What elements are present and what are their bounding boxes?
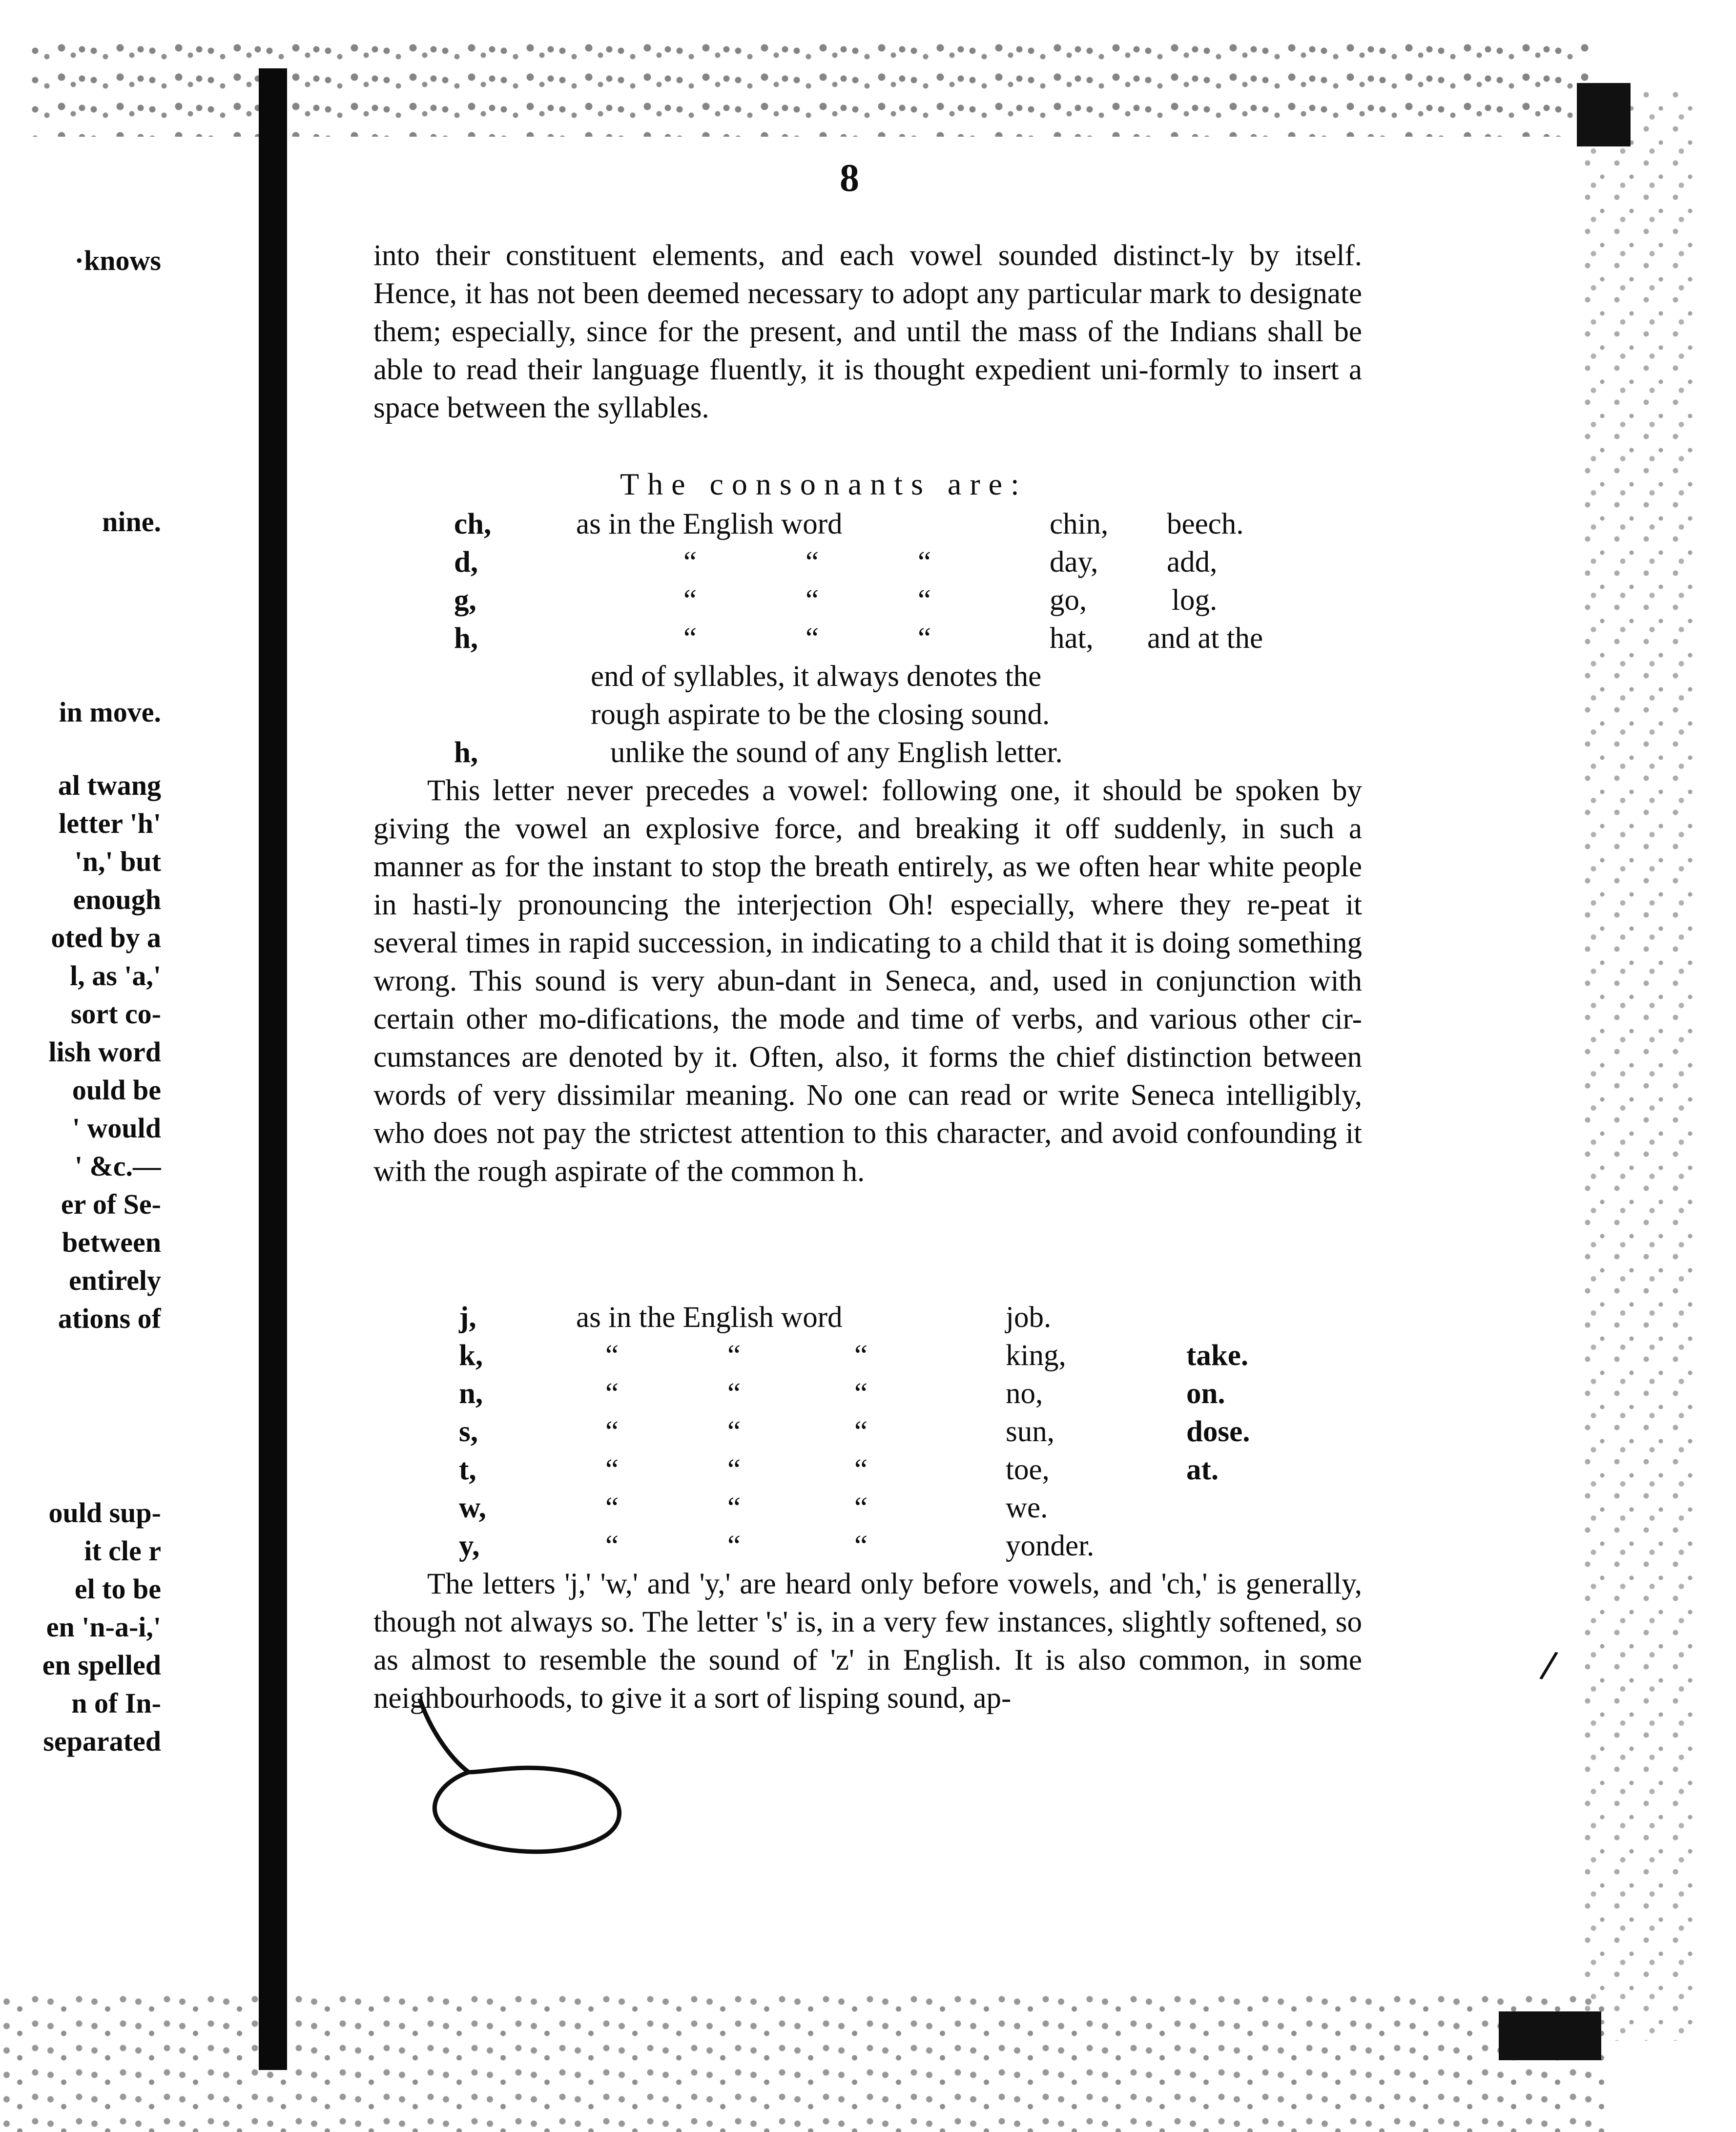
ditto-mark: “ (605, 1415, 619, 1448)
left-fragment: ould sup- (48, 1497, 161, 1529)
left-fragment: letter 'h' (59, 807, 161, 839)
consonant-example: yonder. (1006, 1530, 1095, 1562)
consonant-row (454, 543, 1308, 581)
consonant-letter: ch, (454, 508, 492, 540)
ditto-mark: “ (727, 1453, 741, 1486)
consonant-example: take. (1186, 1339, 1249, 1372)
left-fragment: 'n,' but (74, 846, 161, 877)
consonants-heading: The consonants are: (620, 467, 1028, 501)
consonant-example: we. (1006, 1491, 1048, 1524)
consonant-description: as in the English word (576, 1301, 843, 1334)
consonant-example: king, (1006, 1339, 1066, 1372)
consonant-example: no, (1006, 1377, 1043, 1410)
consonant-letter: w, (459, 1491, 486, 1524)
consonant-example: chin, (1050, 508, 1109, 540)
consonant-example: go, (1050, 584, 1087, 617)
left-fragment: en 'n-a-i,' (46, 1611, 161, 1643)
consonant-row (454, 620, 1308, 658)
left-fragment: el to be (74, 1573, 161, 1605)
ditto-mark: “ (854, 1377, 868, 1410)
consonant-example: hat, (1050, 622, 1094, 655)
left-fragment: separated (43, 1725, 161, 1757)
consonant-letter: s, (459, 1415, 478, 1448)
consonant-letter: h, (454, 622, 478, 655)
consonant-letter: y, (459, 1530, 480, 1562)
handwritten-loop-mark (410, 1699, 635, 1875)
consonant-example: toe, (1006, 1453, 1050, 1486)
consonant-example: dose. (1186, 1415, 1250, 1448)
margin-mark: / (1537, 1640, 1560, 1691)
left-fragment: lish word (48, 1036, 161, 1068)
consonant-example: at. (1186, 1453, 1219, 1486)
h-paragraph-text: This letter never precedes a vowel: following one, it should be spoken by giving the vowel an explosive force, and breaking it off suddenly, in such a manner as for the instant to stop the breath entirely, as we often hear white people in hasti-ly pronouncing the interjection Oh! especially, where they re-peat it several times in rapid succession, in indicating to a child that it is doing something wrong. This sound is very abun-dant in Seneca, and, used in conjunction with certain other mo-difications, the mode and time of verbs, and various other cir-cumstances are denoted by it. Often, also, it forms the chief distinction between words of very dissimilar meaning. No one can read or write Seneca intelligibly, who does not pay the strictest attention to this character, and avoid confounding it with the rough aspirate of the common h. (373, 774, 1362, 1188)
ditto-mark: “ (605, 1339, 619, 1372)
consonant-letter: d, (454, 546, 478, 579)
final-paragraph-text: The letters 'j,' 'w,' and 'y,' are heard only before vowels, and 'ch,' is generally, though not always so. The letter 's' is, in a very few instances, slightly softened, so as almost to resemble the sound of 'z' in English. It is also common, in some neighbourhoods, to give it a sort of lisping sound, ap- (373, 1568, 1362, 1715)
ditto-mark: “ (918, 622, 931, 655)
intro-paragraph-text: into their constituent elements, and each vowel sounded distinct-ly by itself. Hence, it has not been deemed necessary to adopt any particular mark to designate them; especially, since for the present, and until the mass of the Indians shall be able to read their language fluently, it is thought expedient uni-formly to insert a space between the syllables. (373, 239, 1362, 424)
ditto-mark: “ (727, 1415, 741, 1448)
left-fragment: en spelled (42, 1649, 161, 1681)
h-note-line-2: rough aspirate to be the closing sound. (591, 698, 1050, 731)
consonant-row (459, 1451, 1289, 1489)
consonant-example: job. (1006, 1301, 1052, 1334)
left-fragment: ' &c.— (74, 1150, 161, 1182)
scan-noise-bottom (0, 1992, 1611, 2132)
h-paragraph (373, 772, 1362, 1191)
consonant-row (454, 581, 1308, 620)
book-gutter-bar (259, 68, 287, 2070)
consonant-row (459, 1299, 1289, 1337)
ditto-mark: “ (918, 546, 931, 579)
consonant-example: and at the (1147, 622, 1263, 655)
consonant-example: day, (1050, 546, 1098, 579)
scan-corner-block-top (1577, 83, 1631, 146)
page-number: 8 (840, 157, 859, 200)
ditto-mark: “ (806, 622, 819, 655)
ditto-mark: “ (605, 1453, 619, 1486)
left-fragment: enough (73, 884, 161, 915)
h-special-description: unlike the sound of any English letter. (610, 736, 1063, 769)
ditto-mark: “ (918, 584, 931, 617)
left-fragment: al twang (58, 769, 161, 801)
left-fragment: between (62, 1226, 161, 1258)
left-fragment: entirely (69, 1264, 161, 1296)
left-fragment: ations of (58, 1303, 161, 1334)
consonant-row (459, 1413, 1289, 1451)
left-fragment: l, as 'a,' (70, 960, 161, 992)
ditto-mark: “ (727, 1339, 741, 1372)
ditto-mark: “ (854, 1453, 868, 1486)
left-fragment: ould be (72, 1074, 161, 1106)
consonant-row (459, 1337, 1289, 1375)
consonant-row (459, 1527, 1289, 1565)
ditto-mark: “ (727, 1491, 741, 1524)
intro-paragraph (373, 237, 1362, 427)
consonant-example: add, (1167, 546, 1218, 579)
ditto-mark: “ (683, 546, 697, 579)
left-fragment: oted by a (51, 922, 161, 953)
scan-corner-block-bottom (1499, 2011, 1601, 2060)
consonant-letter: k, (459, 1339, 483, 1372)
ditto-mark: “ (854, 1530, 868, 1562)
consonant-letter: g, (454, 584, 476, 617)
left-fragment: nine. (102, 506, 161, 538)
consonant-letter: t, (459, 1453, 476, 1486)
consonant-row (459, 1489, 1289, 1527)
ditto-mark: “ (605, 1530, 619, 1562)
consonant-example: on. (1186, 1377, 1225, 1410)
ditto-mark: “ (605, 1491, 619, 1524)
consonant-letter: j, (459, 1301, 476, 1334)
ditto-mark: “ (683, 622, 697, 655)
left-fragment: ·knows (74, 245, 161, 276)
consonant-letter: n, (459, 1377, 483, 1410)
ditto-mark: “ (727, 1530, 741, 1562)
ditto-mark: “ (727, 1377, 741, 1410)
ditto-mark: “ (854, 1339, 868, 1372)
h-special-letter: h, (454, 736, 478, 769)
ditto-mark: “ (683, 584, 697, 617)
left-fragment: n of In- (71, 1687, 161, 1719)
ditto-mark: “ (854, 1415, 868, 1448)
final-paragraph (373, 1565, 1362, 1718)
ditto-mark: “ (806, 584, 819, 617)
left-fragment: in move. (59, 696, 161, 728)
consonant-example: beech. (1167, 508, 1244, 540)
left-fragment: it cle r (84, 1535, 161, 1567)
scan-noise-right (1582, 88, 1699, 2041)
left-fragment: sort co- (70, 998, 161, 1030)
ditto-mark: “ (854, 1491, 868, 1524)
consonant-row (459, 1375, 1289, 1413)
consonant-row (454, 505, 1308, 543)
ditto-mark: “ (806, 546, 819, 579)
h-note-line-1: end of syllables, it always denotes the (591, 660, 1042, 693)
consonant-example: sun, (1006, 1415, 1054, 1448)
left-fragment: er of Se- (61, 1188, 161, 1220)
left-fragment: ' would (72, 1112, 161, 1144)
consonant-description: as in the English word (576, 508, 843, 540)
ditto-mark: “ (605, 1377, 619, 1410)
consonant-example: log. (1172, 584, 1218, 617)
